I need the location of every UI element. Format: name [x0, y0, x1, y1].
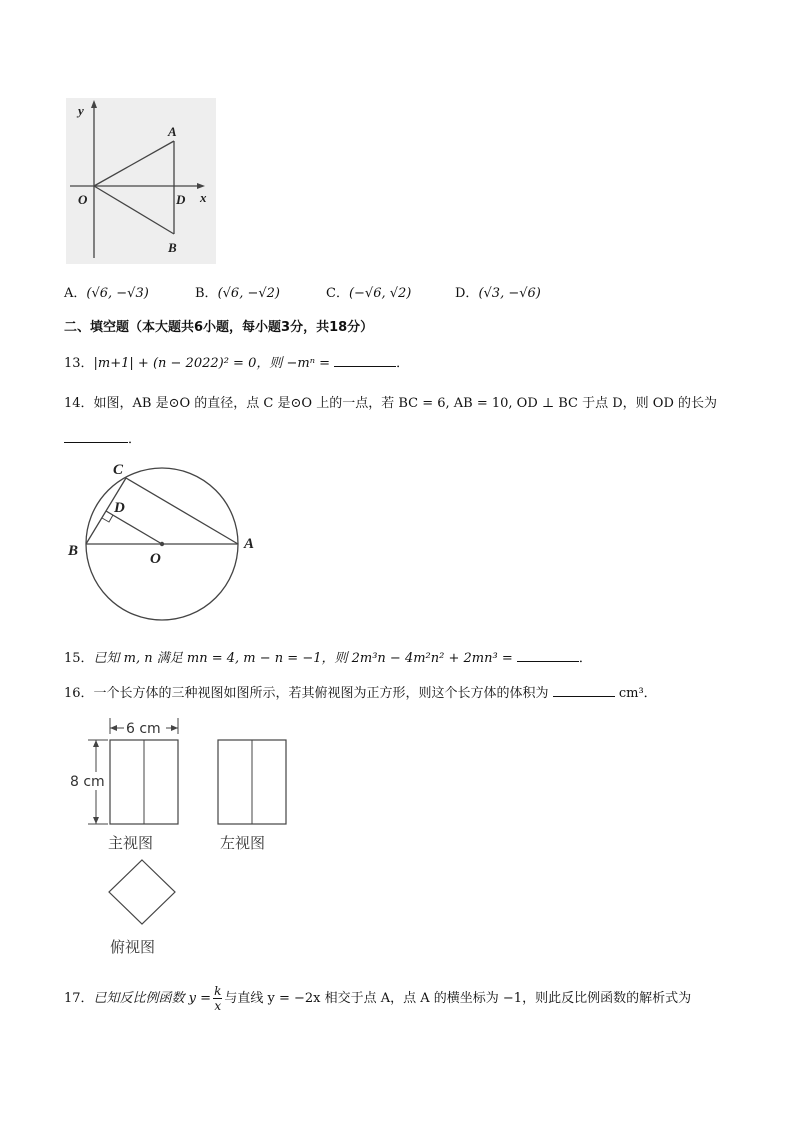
label-b: B — [68, 543, 79, 559]
x-axis-arrow-icon — [197, 183, 205, 189]
question-number: 17． — [64, 991, 94, 1006]
question-text-before: 已知反比例函数 y = — [93, 991, 212, 1006]
answer-blank[interactable] — [334, 352, 396, 367]
question-number: 14． — [64, 396, 94, 411]
answer-blank[interactable] — [553, 682, 615, 697]
label-c: C — [113, 462, 124, 478]
q12-option-a — [64, 284, 149, 304]
q12-option-d — [455, 284, 541, 304]
fraction — [213, 984, 222, 1013]
option-letter: A． — [64, 286, 87, 301]
question-number: 13． — [64, 356, 94, 371]
question-17 — [64, 984, 691, 1013]
question-text: 已知 m, n 满足 mn = 4, m − n = −1，则 2m³n − 4m²n² + 2mn³ = — [93, 651, 513, 666]
front-view-label: 主视图 — [108, 834, 154, 852]
option-letter: C． — [326, 286, 349, 301]
width-label: 6 cm — [126, 721, 161, 737]
label-d: D — [176, 192, 186, 207]
question-15 — [64, 647, 592, 669]
option-value: (√3, −√6) — [478, 286, 541, 301]
left-view-label: 左视图 — [220, 834, 266, 852]
q12-figure — [66, 98, 216, 264]
answer-blank[interactable] — [517, 647, 579, 662]
option-value: (√6, −√2) — [217, 286, 280, 301]
question-14 — [64, 394, 717, 414]
label-y: y — [78, 103, 84, 118]
y-axis-arrow-icon — [91, 100, 97, 108]
arrow-up-icon — [93, 740, 99, 747]
option-value: (√6, −√3) — [86, 286, 149, 301]
label-a: A — [168, 124, 177, 139]
q14-figure — [66, 456, 276, 624]
question-16 — [64, 682, 657, 704]
question-end: ． — [128, 432, 142, 447]
option-letter: D． — [455, 286, 479, 301]
top-view-square — [109, 860, 175, 924]
q12-figure-svg — [66, 98, 216, 264]
unit-label: cm³． — [618, 686, 657, 701]
q16-figure-svg — [64, 712, 304, 962]
label-x: x — [200, 190, 207, 205]
option-value: (−√6, √2) — [348, 286, 412, 301]
question-text: 一个长方体的三种视图如图所示，若其俯视图为正方形，则这个长方体的体积为 — [93, 686, 549, 701]
label-a: A — [244, 536, 255, 552]
question-end: ． — [396, 356, 410, 371]
top-view-label: 俯视图 — [110, 938, 156, 956]
arrow-down-icon — [93, 817, 99, 824]
center-point — [160, 542, 164, 546]
section-heading: 二、填空题（本大题共6小题，每小题3分，共18分） — [64, 320, 374, 335]
question-text: 如图，AB 是⊙O 的直径，点 C 是⊙O 上的一点，若 BC = 6, AB = 10, OD ⊥ BC 于点 D，则 OD 的长为 — [93, 396, 718, 411]
answer-blank[interactable] — [64, 428, 128, 443]
segment-oa — [94, 141, 174, 186]
label-d: D — [114, 500, 125, 516]
segment-ob — [94, 186, 174, 234]
label-o: O — [78, 192, 88, 207]
question-number: 16． — [64, 686, 94, 701]
question-13 — [64, 352, 409, 374]
question-text-after: 与直线 y = −2x 相交于点 A，点 A 的横坐标为 −1，则此反比例函数的解析式为 — [224, 991, 692, 1006]
question-14-answer-line — [64, 428, 141, 450]
q12-option-c — [326, 284, 411, 304]
arrow-right-icon — [171, 725, 178, 731]
question-end: ． — [578, 651, 592, 666]
fraction-numerator: k — [214, 984, 222, 998]
label-o: O — [150, 551, 161, 567]
question-number: 15． — [64, 651, 94, 666]
q14-figure-svg — [66, 456, 276, 624]
chord-ca — [126, 478, 238, 544]
question-text: |m+1| + (n − 2022)² = 0，则 −mⁿ = — [93, 356, 330, 371]
height-label: 8 cm — [70, 774, 105, 790]
fraction-denominator: x — [214, 999, 222, 1013]
q12-option-b — [195, 284, 280, 304]
option-letter: B． — [195, 286, 218, 301]
arrow-left-icon — [110, 725, 117, 731]
q16-figure — [64, 712, 304, 962]
label-b: B — [168, 240, 177, 255]
